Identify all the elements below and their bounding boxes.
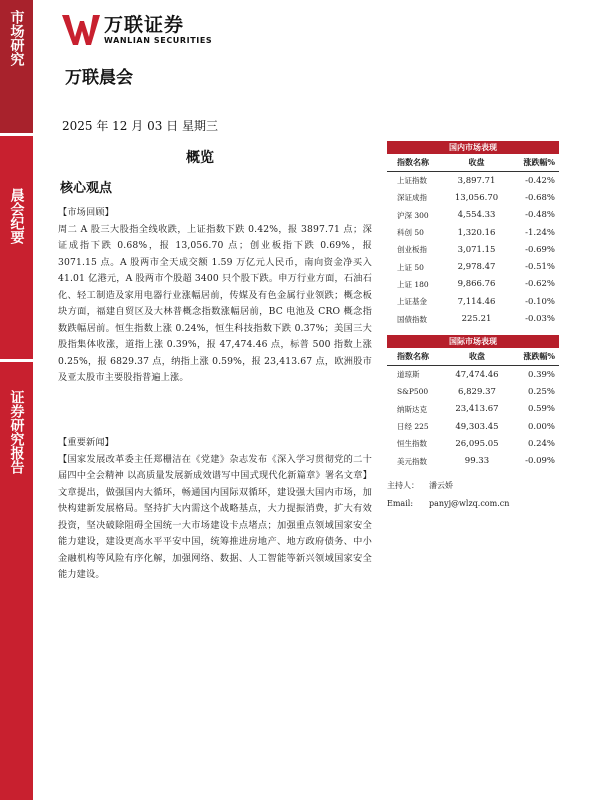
table-row: 上证基金 7,114.46 -0.10% bbox=[397, 296, 555, 307]
table-row: 恒生指数 26,095.05 0.24% bbox=[397, 438, 555, 449]
sidebar-bottom-label: 证券研究报告 bbox=[8, 390, 25, 474]
market-review-section bbox=[58, 205, 372, 387]
table-row: 上证 180 9,866.76 -0.62% bbox=[397, 279, 555, 290]
table-row: 深证成指 13,056.70 -0.68% bbox=[397, 192, 555, 203]
important-news-section bbox=[58, 435, 372, 584]
logo-english-name: WANLIAN SECURITIES bbox=[104, 36, 213, 45]
domestic-market-table bbox=[387, 141, 559, 328]
w-logo-icon bbox=[62, 13, 100, 47]
sidebar-top-label: 市场研究 bbox=[8, 10, 25, 66]
author-label: 主持人： bbox=[387, 481, 419, 490]
logo-chinese-name: 万联证券 bbox=[104, 14, 185, 36]
table-row: 国债指数 225.21 -0.03% bbox=[397, 314, 555, 325]
international-market-table bbox=[387, 335, 559, 470]
table-row: 上证指数 3,897.71 -0.42% bbox=[397, 175, 555, 186]
overview-title: 概览 bbox=[186, 150, 214, 166]
table-row: 纳斯达克 23,413.67 0.59% bbox=[397, 404, 555, 415]
section-text: 周二 A 股三大股指全线收跌，上证指数下跌 0.42%，报 3897.71 点；深证成指下跌 0.68%，报 13,056.70 点；创业板指下跌 0.69%，报 3071.15 点。A 股两市全天成交额 1.59 万亿元人民币，南向资金净买入 41.01 亿港元，A 股两市个股超 3400 只个股下跌。申万行业方面，石油石化、轻工制造及家用电器行业涨幅居前，传媒及有色金属行业领跌；概念板块方面，福建自贸区及大林普概念指数涨幅居前，BC 电池及 CRO 概念指数跌幅居前。恒生指数上涨 0.24%，恒生科技指数下跌 0.37%；美国三大股指集体收涨，道指上涨 0.39%，报 47,474.46 点，标普 500 指数上涨 0.25%，报 6829.37 点，纳指上涨 0.59%，报 23,413.67 点，欧洲股市及亚太股市主要股指普遍上涨。 bbox=[58, 223, 372, 383]
table-row: 日经 225 49,303.45 0.00% bbox=[397, 421, 555, 432]
section-tag: 【市场回顾】 bbox=[58, 207, 115, 218]
table-row: 上证 50 2,978.47 -0.51% bbox=[397, 262, 555, 273]
author-email[interactable]: panyj@wlzq.com.cn bbox=[429, 499, 510, 508]
report-date: 2025 年 12 月 03 日 星期三 bbox=[62, 119, 218, 133]
column-header: 指数名称 bbox=[387, 154, 447, 172]
sidebar-mid-block bbox=[0, 136, 33, 359]
table-title: 国内市场表现 bbox=[387, 141, 559, 154]
table-row: 沪深 300 4,554.33 -0.48% bbox=[397, 210, 555, 221]
column-header: 收盘 bbox=[448, 348, 507, 366]
table-row: S&P500 6,829.37 0.25% bbox=[397, 386, 555, 397]
sidebar-mid-label: 晨会纪要 bbox=[8, 188, 25, 244]
section-tag: 【重要新闻】 bbox=[58, 437, 115, 448]
core-views-title: 核心观点 bbox=[60, 181, 113, 196]
table-row: 科创 50 1,320.16 -1.24% bbox=[397, 227, 555, 238]
section-text: 【国家发展改革委主任郑栅洁在《党建》杂志发布《深入学习贯彻党的二十届四中全会精神 以高质量发展新成效谱写中国式现代化新篇章》署名文章】文章提出，做强国内大循环，畅通国内国际双循环，建设强大国内市场，加快构建新发展格局。坚持扩大内需这个战略基点，大力提振消费，扩大有效投资，坚决破除阻碍全国统一大市场建设卡点堵点；加强重点领域国家安全能力建设，建设更高水平平安中国，统筹推进房地产、地方政府债务、中小金融机构等风险有序化解，加强网络、数据、人工智能等新兴领域国家安全能力建设。 bbox=[58, 453, 372, 580]
column-header: 涨跌幅% bbox=[506, 154, 559, 172]
author-name: 潘云娇 bbox=[429, 481, 453, 490]
brand-logo bbox=[62, 11, 212, 49]
author-info bbox=[387, 477, 509, 513]
sidebar-bottom-block bbox=[0, 362, 33, 800]
table-title: 国际市场表现 bbox=[387, 335, 559, 348]
column-header: 涨跌幅% bbox=[506, 348, 559, 366]
email-label: Email: bbox=[387, 499, 414, 508]
table-row: 美元指数 99.33 -0.09% bbox=[397, 456, 555, 467]
sidebar-top-block bbox=[0, 0, 33, 133]
sidebar bbox=[0, 0, 33, 800]
page-title: 万联晨会 bbox=[65, 68, 133, 88]
table-row: 创业板指 3,071.15 -0.69% bbox=[397, 244, 555, 255]
column-header: 指数名称 bbox=[387, 348, 448, 366]
table-row: 道琼斯 47,474.46 0.39% bbox=[397, 369, 555, 380]
column-header: 收盘 bbox=[447, 154, 506, 172]
